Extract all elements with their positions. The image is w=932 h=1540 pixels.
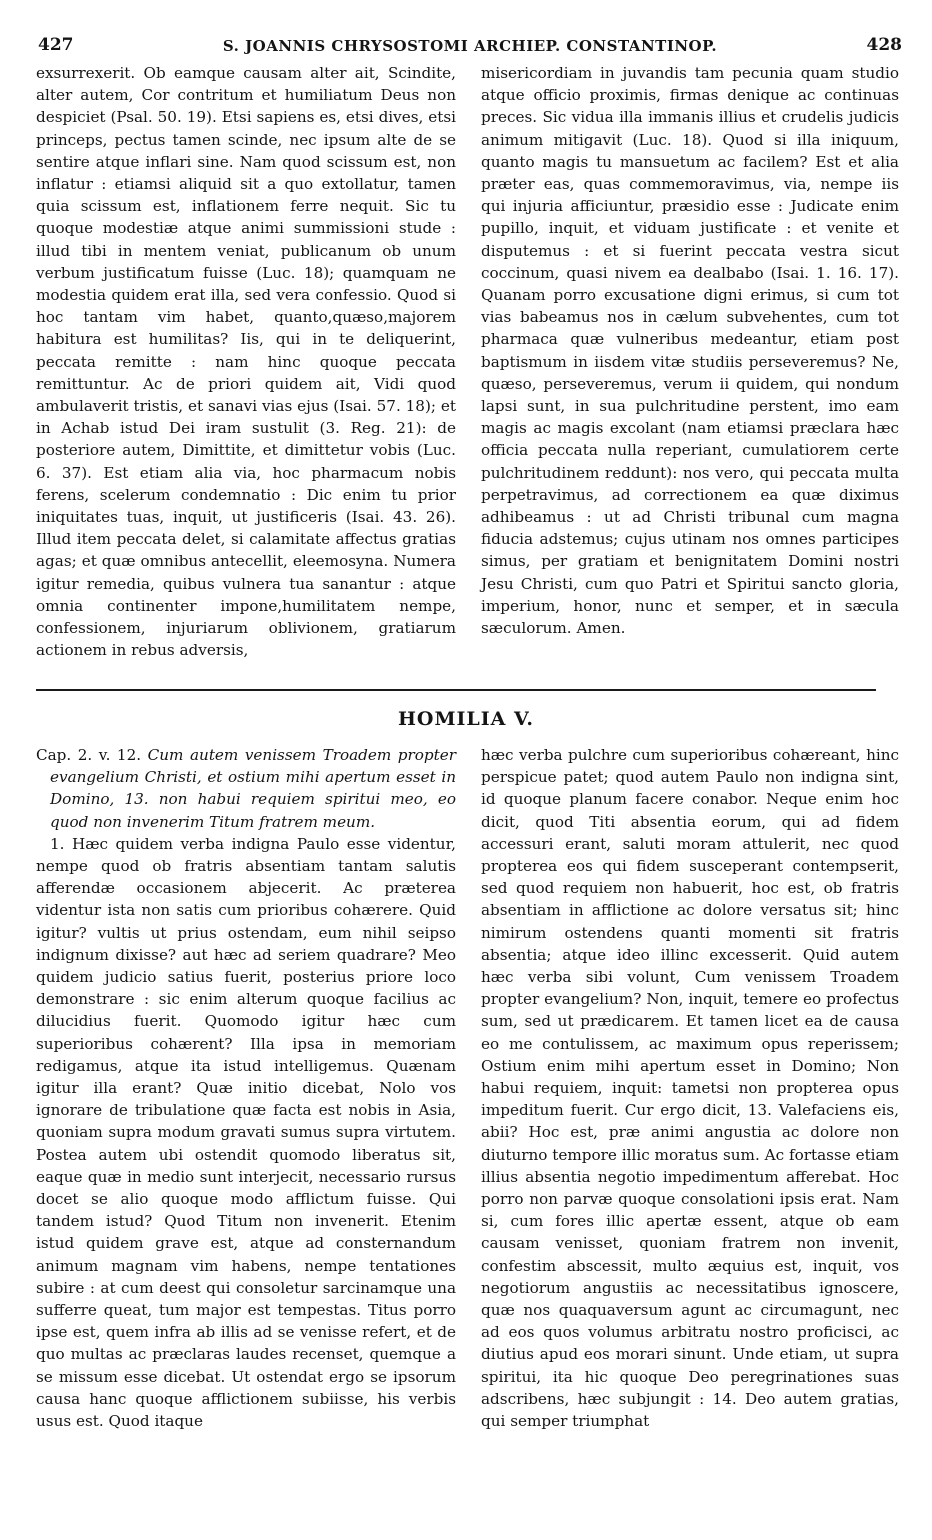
lemma-text: Cum autem venissem Troadem propter evangelium Christi, et ostium mihi apertum esset in Domino, 13. non habui requiem spiritui meo, eo quod non invenerim Titum fratrem meum. <box>50 746 457 831</box>
section-divider <box>36 689 876 691</box>
top-left-column <box>36 62 456 661</box>
top-right-column <box>481 62 899 639</box>
bottom-left-column <box>36 744 456 1432</box>
paragraph: 1. Hæc quidem verba indigna Paulo esse videntur, nempe quod ob fratris absentiam tantam salutis afferendæ occasionem abjecerit. Ac præterea videntur ista non satis cum prioribus cohærere. Quid igitur? vultis ut prius ostendam, eum nihil seipso indignum dixisse? aut hæc ad seriem quadrare? Meo quidem judicio satius fuerit, posterius priore loco demonstrare : sic enim alterum quoque facilius ac dilucidius fuerit. Quomodo igitur hæc cum superioribus cohærent? Illa ipsa in memoriam redigamus, atque ita istud intelligemus. Quænam igitur illa erant? Quæ initio dicebat, Nolo vos ignorare de tribulatione quæ facta est nobis in Asia, quoniam supra modum gravati sumus supra virtutem. Postea autem ubi ostendit quomodo liberatus sit, eaque quæ in medio sunt interjecit, necessario rursus docet se alio quoque modo afflictum fuisse. Qui tandem istud? Quod Titum non invenerit. Etenim istud quidem grave est, atque ad consternandum animum magnam vim habens, nempe tentationes subire : at cum deest qui consoletur sarcinamque una sufferre queat, tum major est tempestas. Titus porro ipse est, quem infra ab illis ad se venisse refert, et de quo multas ac præclaras laudes recenset, quemque a se missum esse dicebat. Ut ostendat ergo se ipsorum causa hanc quoque afflictionem subiisse, his verbis usus est. Quod itaque <box>36 834 456 1431</box>
scripture-lemma <box>36 744 456 833</box>
running-title: S. JOANNIS CHRYSOSTOMI ARCHIEP. CONSTANTINOP. <box>222 37 718 55</box>
paragraph: exsurrexerit. Ob eamque causam alter ait, Scindite, alter autem, Cor contritum et humiliatum Deus non despiciet (Psal. 50. 19). Etsi sapiens es, etsi dives, etsi princeps, pectus tamen scinde, nec ipsum alte de se sentire atque inflari sine. Nam quod scissum est, non inflatur : etiamsi aliquid sit a quo extollatur, tamen quia scissum est, inflationem ferre nequit. Sic tu quoque modestiæ atque animi summissioni stude : illud tibi in mentem veniat, publicanum ob unum verbum justificatum fuisse (Luc. 18); quamquam ne modestia quidem erat illa, sed vera confessio. Quod si hoc tantam vim habet, quanto,quæso,majorem habitura est humilitas? Iis, qui in te deliquerint, peccata remitte : nam hinc quoque peccata remittuntur. Ac de priori quidem ait, Vidi quod ambulaverit tristis, et sanavi vias ejus (Isai. 57. 18); et in Achab istud Dei iram sustulit (3. Reg. 21): de posteriore autem, Dimittite, et dimittetur vobis (Luc. 6. 37). Est etiam alia via, hoc pharmacum nobis ferens, scelerum condemnatio : Dic enim tu prior iniquitates tuas, inquit, ut justificeris (Isai. 43. 26). Illud item peccata delet, si calamitate affectus gratias agas; et quæ omnibus antecellit, eleemosyna. Numera igitur remedia, quibus vulnera tua sanantur : atque omnia continenter impone,humilitatem nempe, confessionem, injuriarum oblivionem, gratiarum actionem in rebus adversis, <box>36 64 456 660</box>
homily-title: HOMILIA V. <box>397 708 535 730</box>
page-number-right: 428 <box>866 35 902 55</box>
page-header <box>38 35 902 61</box>
bottom-right-column <box>481 744 899 1432</box>
lemma-reference: Cap. 2. v. 12. <box>36 746 142 764</box>
paragraph: hæc verba pulchre cum superioribus cohæreant, hinc perspicue patet; quod autem Paulo non indigna sint, id quoque planum facere conabor. Neque enim hoc dicit, quod Titi absentia eorum, qui ad fidem accessuri erant, saluti moram attulerit, nec quod propterea eos qui fidem susceperant contempserit, sed quod requiem non habuerit, hoc est, ob fratris absentiam in afflictione ac dolore versatus sit; hinc nimirum ostendens quanti momenti sit fratris absentia; atque ideo illinc excesserit. Quid autem hæc verba sibi volunt, Cum venissem Troadem propter evangelium? Non, inquit, temere eo profectus sum, sed ut prædicarem. Et tamen licet ea de causa eo me contulissem, ac maximum opus reperissem; Ostium enim mihi apertum esset in Domino; Non habui requiem, inquit: tametsi non propterea opus impeditum fuerit. Cur ergo dicit, 13. Valefaciens eis, abii? Hoc est, præ animi angustia ac dolore non diuturno tempore illic moratus sum. Ac fortasse etiam illius absentia negotio impedimentum afferebat. Hoc porro non parvæ quoque consolationi ipsis erat. Nam si, cum fores illic apertæ essent, atque ob eam causam venisset, quoniam fratrem non invenit, confestim abscessit, multo æquius est, inquit, vos negotiorum angustiis ac necessitatibus ignoscere, quæ nos quaquaversum agunt ac circumagunt, nec ad eos quos volumus arbitratu nostro proficisci, ac diutius apud eos morari sinunt. Unde etiam, ut supra spiritui, ita hic quoque Deo peregrinationes suas adscribens, hæc subjungit : 14. Deo autem gratias, qui semper triumphat <box>481 746 899 1431</box>
paragraph: misericordiam in juvandis tam pecunia quam studio atque officio proximis, firmas denique ac continuas preces. Sic vidua illa immanis illius et crudelis judicis animum mitigavit (Luc. 18). Quod si illa iniquum, quanto magis tu mansuetum ac facilem? Est et alia præter eas, quas commemoravimus, via, nempe iis qui injuria afficiuntur, præsidio esse : Judicate enim pupillo, inquit, et viduam justificate : et venite et disputemus : et si fuerint peccata vestra sicut coccinum, quasi nivem ea dealbabo (Isai. 1. 16. 17). Quanam porro excusatione digni erimus, si cum tot vias babeamus nos in cælum subvehentes, cum tot pharmaca quæ vulneribus medeantur, etiam post baptismum in iisdem vitæ studiis perseveremus? Ne, quæso, perseveremus, verum ii quidem, qui nondum lapsi sunt, in sua pulchritudine perstent, imo eam magis ac magis excolant (nam etiamsi præclara hæc officia peccata nulla reperiant, cumulatiorem certe pulchritudinem reddunt): nos vero, qui peccata multa perpetravimus, ad correctionem ea quæ diximus adhibeamus : ut ad Christi tribunal cum magna fiducia adstemus; cujus utinam nos omnes participes simus, per gratiam et benignitatem Domini nostri Jesu Christi, cum quo Patri et Spiritui sancto gloria, imperium, honor, nunc et semper, et in sæcula sæculorum. Amen. <box>481 64 899 638</box>
page-number-left: 427 <box>38 35 74 55</box>
